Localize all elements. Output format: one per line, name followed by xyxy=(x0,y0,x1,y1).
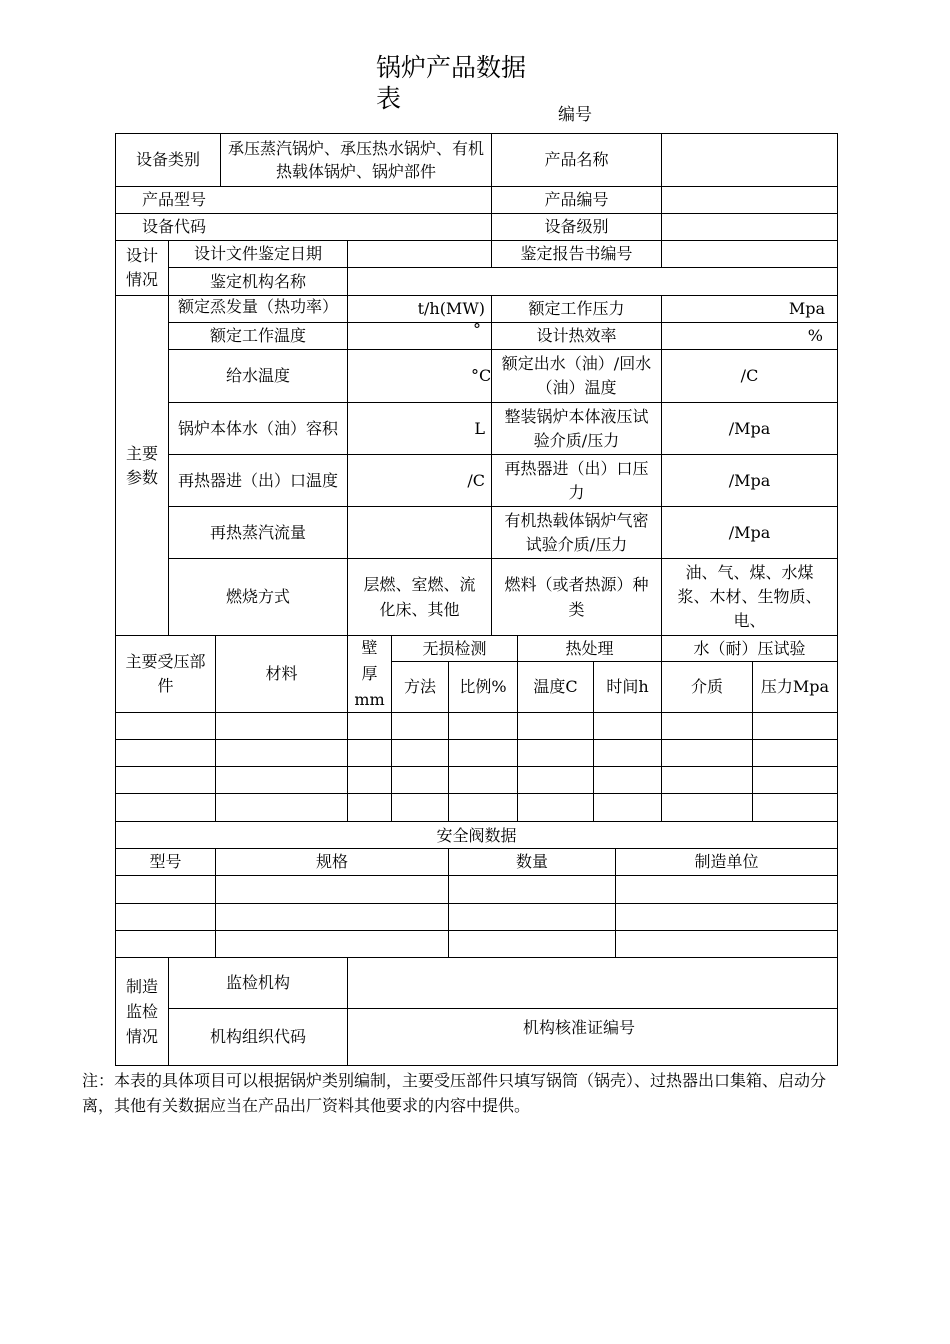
agency-name-field[interactable] xyxy=(347,267,838,296)
hydro-test-field[interactable] xyxy=(661,402,838,455)
parts-hydro-header: 水（耐）压试验 xyxy=(661,635,838,662)
temperature-field[interactable] xyxy=(347,322,492,350)
params-group-label: 主要参数 xyxy=(115,295,169,636)
safety-valve-maker-header: 制造单位 xyxy=(615,848,838,876)
product-name-field[interactable] xyxy=(661,133,838,187)
number-label: 编号 xyxy=(558,105,592,125)
airtight-test-unit: /Mpa xyxy=(728,522,771,542)
reheat-flow-label: 再热蒸汽流量 xyxy=(168,506,348,559)
evaporation-label: 额定烝发量（热功率） xyxy=(168,295,348,323)
equipment-class-value: 承压蒸汽锅炉、承压热水锅炉、有机热载体锅炉、锅炉部件 xyxy=(220,133,492,187)
equipment-level-label: 设备级别 xyxy=(491,213,662,241)
safety-valve-qty-header: 数量 xyxy=(448,848,616,876)
fuel-value: 油、气、煤、水煤浆、木材、生物质、电、 xyxy=(661,558,838,636)
design-doc-date-label: 设计文件鉴定日期 xyxy=(168,240,348,268)
airtight-test-field[interactable] xyxy=(661,506,838,559)
hydro-test-label: 整装锅炉本体液压试验介质/压力 xyxy=(491,402,662,455)
reheater-pressure-unit: /Mpa xyxy=(728,470,771,490)
feedwater-field[interactable] xyxy=(347,349,492,403)
supervision-agency-field[interactable] xyxy=(347,957,838,1009)
product-name-label: 产品名称 xyxy=(491,133,662,187)
efficiency-field[interactable] xyxy=(661,322,838,350)
parts-rows xyxy=(115,712,838,822)
efficiency-unit: % xyxy=(807,326,823,345)
fuel-label: 燃料（或者热源）种类 xyxy=(491,558,662,636)
reheater-temp-unit: /C xyxy=(467,470,485,490)
combustion-label: 燃烧方式 xyxy=(168,558,348,636)
design-doc-date-field[interactable] xyxy=(347,240,492,268)
safety-valve-model-header: 型号 xyxy=(115,848,216,876)
parts-part-header: 主要受压部件 xyxy=(115,635,216,713)
outlet-temp-unit: /C xyxy=(740,366,759,385)
hydro-test-unit: /Mpa xyxy=(728,418,771,438)
volume-label: 锅炉本体水（油）容积 xyxy=(168,402,348,455)
parts-heat-header: 热处理 xyxy=(517,635,662,662)
feedwater-label: 给水温度 xyxy=(168,349,348,403)
safety-valve-rows xyxy=(115,875,838,958)
parts-ndt-header: 无损检测 xyxy=(391,635,518,662)
product-model-label xyxy=(115,186,492,214)
reheater-temp-label: 再热器进（出）口温度 xyxy=(168,454,348,507)
supervision-group-label: 制造监检情况 xyxy=(115,957,169,1066)
parts-material-header: 材料 xyxy=(215,635,348,713)
temperature-unit: ° xyxy=(473,322,481,339)
supervision-agency-label: 监检机构 xyxy=(168,957,348,1009)
equipment-code-label xyxy=(115,213,492,241)
product-number-label: 产品编号 xyxy=(491,186,662,214)
reheater-pressure-field[interactable] xyxy=(661,454,838,507)
equipment-level-field[interactable] xyxy=(661,213,838,241)
safety-valve-spec-header: 规格 xyxy=(215,848,449,876)
equipment-code-text: 设备代码 xyxy=(142,217,207,236)
parts-medium-header: 介质 xyxy=(661,661,753,713)
report-number-field[interactable] xyxy=(661,240,838,268)
org-code-label: 机构组织代码 xyxy=(168,1008,348,1066)
efficiency-label: 设计热效率 xyxy=(491,322,662,350)
equipment-class-label: 设备类别 xyxy=(115,133,221,187)
parts-thickness-header: 壁厚mm xyxy=(347,635,392,713)
pressure-unit: Mpa xyxy=(788,299,825,318)
product-model-text: 产品型号 xyxy=(142,190,207,209)
reheater-temp-field[interactable] xyxy=(347,454,492,507)
reheater-pressure-label: 再热器进（出）口压力 xyxy=(491,454,662,507)
product-number-field[interactable] xyxy=(661,186,838,214)
temperature-label: 额定工作温度 xyxy=(168,322,348,350)
evaporation-unit: t/h(MW) xyxy=(417,299,485,318)
design-group-label: 设计情况 xyxy=(115,240,169,296)
volume-field[interactable] xyxy=(347,402,492,455)
outlet-temp-field[interactable] xyxy=(661,349,838,403)
volume-unit: L xyxy=(474,418,485,438)
safety-valve-title: 安全阀数据 xyxy=(115,821,838,849)
pressure-label: 额定工作压力 xyxy=(491,295,662,323)
combustion-value: 层燃、室燃、流化床、其他 xyxy=(347,558,492,636)
evaporation-field[interactable] xyxy=(347,295,492,323)
airtight-test-label: 有机热载体锅炉气密试验介质/压力 xyxy=(491,506,662,559)
cert-number-label: 机构核准证编号 xyxy=(523,1018,636,1037)
org-code-field[interactable] xyxy=(347,1008,838,1066)
parts-heat-temp-header: 温度C xyxy=(517,661,594,713)
parts-method-header: 方法 xyxy=(391,661,449,713)
footnote: 注：本表的具体项目可以根据锅炉类别编制，主要受压部件只填写锅筒（锅壳）、过热器出口集箱、启动分离，其他有关数据应当在产品出厂资料其他要求的内容中提供。 xyxy=(82,1071,827,1115)
report-number-label: 鉴定报告书编号 xyxy=(491,240,662,268)
agency-name-label: 鉴定机构名称 xyxy=(168,267,348,296)
parts-ratio-header: 比例% xyxy=(448,661,518,713)
outlet-temp-label: 额定出水（油）/回水（油）温度 xyxy=(491,349,662,403)
pressure-field[interactable] xyxy=(661,295,838,323)
parts-heat-time-header: 时间h xyxy=(593,661,662,713)
feedwater-unit: °C xyxy=(471,366,492,385)
parts-pressure-header: 压力Mpa xyxy=(752,661,838,713)
page-title: 锅炉产品数据 表 xyxy=(376,53,527,113)
reheat-flow-field[interactable] xyxy=(347,506,492,559)
